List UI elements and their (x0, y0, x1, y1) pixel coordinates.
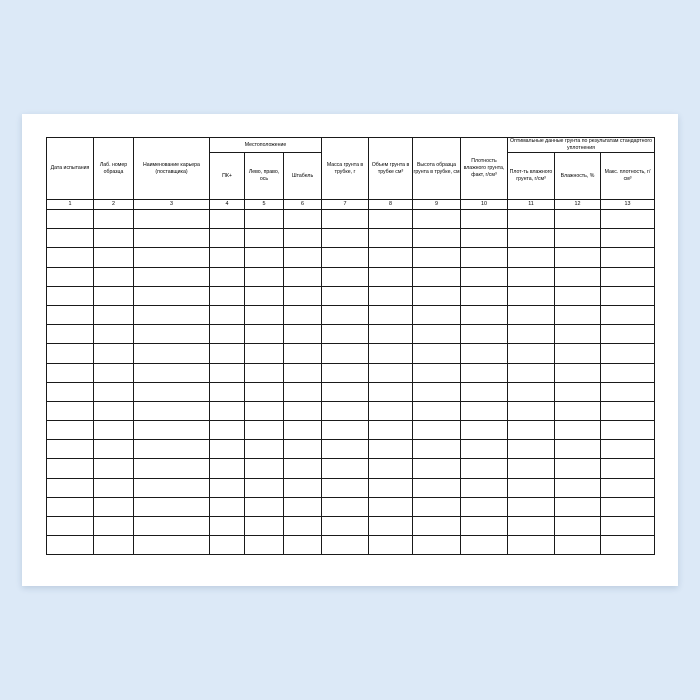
table-cell[interactable] (601, 229, 655, 248)
table-cell[interactable] (322, 421, 369, 440)
table-row (47, 325, 655, 344)
table-cell[interactable] (601, 325, 655, 344)
table-cell[interactable] (461, 229, 508, 248)
table-cell[interactable] (245, 421, 284, 440)
table-cell[interactable] (508, 363, 555, 382)
table-cell[interactable] (284, 305, 322, 324)
table-cell[interactable] (94, 440, 134, 459)
col-num-8: 8 (369, 200, 413, 210)
table-cell[interactable] (284, 497, 322, 516)
table-cell[interactable] (508, 401, 555, 420)
table-cell[interactable] (245, 401, 284, 420)
table-body (47, 210, 655, 555)
table-cell[interactable] (508, 536, 555, 555)
table-cell[interactable] (369, 536, 413, 555)
col-num-1: 1 (47, 200, 94, 210)
table-cell[interactable] (555, 267, 601, 286)
table-cell[interactable] (47, 459, 94, 478)
table-cell[interactable] (134, 286, 210, 305)
table-cell[interactable] (369, 286, 413, 305)
table-cell[interactable] (413, 401, 461, 420)
table-cell[interactable] (94, 325, 134, 344)
table-cell[interactable] (601, 344, 655, 363)
table-cell[interactable] (369, 344, 413, 363)
table-cell[interactable] (508, 248, 555, 267)
table-cell[interactable] (322, 517, 369, 536)
col-num-5: 5 (245, 200, 284, 210)
table-cell[interactable] (555, 382, 601, 401)
table-cell[interactable] (555, 517, 601, 536)
table-cell[interactable] (413, 459, 461, 478)
table-cell[interactable] (461, 497, 508, 516)
table-cell[interactable] (134, 305, 210, 324)
table-cell[interactable] (47, 478, 94, 497)
table-cell[interactable] (94, 248, 134, 267)
table-cell[interactable] (284, 478, 322, 497)
table-cell[interactable] (413, 325, 461, 344)
table-cell[interactable] (555, 497, 601, 516)
table-cell[interactable] (413, 229, 461, 248)
table-cell[interactable] (555, 536, 601, 555)
table-cell[interactable] (47, 421, 94, 440)
table-cell[interactable] (284, 536, 322, 555)
header-col-7: Масса грунта в трубке, г (322, 138, 369, 200)
table-cell[interactable] (284, 517, 322, 536)
table-cell[interactable] (508, 325, 555, 344)
col-num-6: 6 (284, 200, 322, 210)
table-cell[interactable] (210, 401, 245, 420)
table-cell[interactable] (245, 344, 284, 363)
table-cell[interactable] (284, 248, 322, 267)
table-cell[interactable] (461, 305, 508, 324)
table-cell[interactable] (210, 305, 245, 324)
table-cell[interactable] (47, 210, 94, 229)
table-cell[interactable] (245, 286, 284, 305)
table-cell[interactable] (322, 248, 369, 267)
table-cell[interactable] (601, 210, 655, 229)
table-cell[interactable] (322, 497, 369, 516)
table-cell[interactable] (94, 536, 134, 555)
table-cell[interactable] (601, 517, 655, 536)
table-cell[interactable] (369, 248, 413, 267)
table-cell[interactable] (134, 440, 210, 459)
table-cell[interactable] (461, 401, 508, 420)
table-cell[interactable] (413, 517, 461, 536)
table-cell[interactable] (413, 305, 461, 324)
col-num-7: 7 (322, 200, 369, 210)
table-cell[interactable] (461, 267, 508, 286)
table-cell[interactable] (508, 286, 555, 305)
table-cell[interactable] (245, 248, 284, 267)
table-cell[interactable] (134, 478, 210, 497)
table-cell[interactable] (461, 478, 508, 497)
table-cell[interactable] (322, 536, 369, 555)
table-cell[interactable] (413, 536, 461, 555)
header-col-4: ПК+ (210, 153, 245, 200)
table-cell[interactable] (461, 459, 508, 478)
table-cell[interactable] (210, 478, 245, 497)
table-cell[interactable] (47, 286, 94, 305)
table-cell[interactable] (369, 229, 413, 248)
table-cell[interactable] (508, 497, 555, 516)
table-cell[interactable] (369, 325, 413, 344)
table-cell[interactable] (461, 536, 508, 555)
table-cell[interactable] (134, 517, 210, 536)
table-cell[interactable] (508, 440, 555, 459)
table-cell[interactable] (508, 305, 555, 324)
table-cell[interactable] (134, 325, 210, 344)
table-cell[interactable] (322, 478, 369, 497)
table-cell[interactable] (245, 267, 284, 286)
table-cell[interactable] (47, 536, 94, 555)
table-cell[interactable] (508, 210, 555, 229)
table-cell[interactable] (413, 286, 461, 305)
table-row (47, 421, 655, 440)
table-cell[interactable] (413, 363, 461, 382)
table-cell[interactable] (601, 363, 655, 382)
table-cell[interactable] (210, 267, 245, 286)
table-cell[interactable] (94, 267, 134, 286)
table-cell[interactable] (555, 478, 601, 497)
table-cell[interactable] (134, 210, 210, 229)
table-cell[interactable] (284, 210, 322, 229)
table-cell[interactable] (134, 382, 210, 401)
table-cell[interactable] (461, 344, 508, 363)
table-cell[interactable] (94, 363, 134, 382)
table-cell[interactable] (134, 248, 210, 267)
table-cell[interactable] (461, 382, 508, 401)
table-cell[interactable] (369, 497, 413, 516)
table-row (47, 344, 655, 363)
table-cell[interactable] (555, 440, 601, 459)
table-cell[interactable] (369, 421, 413, 440)
table-row (47, 478, 655, 497)
table-cell[interactable] (210, 344, 245, 363)
table-row (47, 286, 655, 305)
header-col-11: Плот-ть влажного грунта, г/см³ (508, 153, 555, 200)
table-cell[interactable] (369, 440, 413, 459)
header-group-row (47, 138, 655, 153)
table-cell[interactable] (601, 401, 655, 420)
table-cell[interactable] (134, 229, 210, 248)
header-group-optimal: Оптимальные данные грунта по результатам стандартного уплотнения (508, 138, 655, 153)
table-cell[interactable] (47, 267, 94, 286)
header-col-8: Объем грунта в трубке см³ (369, 138, 413, 200)
table-cell[interactable] (555, 229, 601, 248)
table-cell[interactable] (369, 210, 413, 229)
table-cell[interactable] (508, 517, 555, 536)
table-cell[interactable] (601, 478, 655, 497)
table-cell[interactable] (284, 401, 322, 420)
table-cell[interactable] (601, 497, 655, 516)
table-cell[interactable] (369, 267, 413, 286)
table-cell[interactable] (369, 517, 413, 536)
header-col-10: Плотность влажного грунта, факт, г/см³ (461, 138, 508, 200)
table-cell[interactable] (508, 267, 555, 286)
table-cell[interactable] (94, 286, 134, 305)
table-row (47, 305, 655, 324)
table-cell[interactable] (210, 440, 245, 459)
table-cell[interactable] (47, 344, 94, 363)
header-col-1: Дата испытания (47, 138, 94, 200)
table-cell[interactable] (461, 325, 508, 344)
table-cell[interactable] (47, 248, 94, 267)
col-num-4: 4 (210, 200, 245, 210)
table-row (47, 459, 655, 478)
table-cell[interactable] (601, 459, 655, 478)
table-row (47, 440, 655, 459)
table-cell[interactable] (322, 382, 369, 401)
table-cell[interactable] (322, 459, 369, 478)
table-cell[interactable] (508, 459, 555, 478)
table-cell[interactable] (555, 344, 601, 363)
table-cell[interactable] (369, 401, 413, 420)
table-cell[interactable] (461, 248, 508, 267)
table-cell[interactable] (245, 305, 284, 324)
table-cell[interactable] (322, 210, 369, 229)
table-cell[interactable] (601, 382, 655, 401)
table-cell[interactable] (47, 363, 94, 382)
table-cell[interactable] (94, 459, 134, 478)
table-cell[interactable] (94, 497, 134, 516)
table-cell[interactable] (245, 325, 284, 344)
table-row (47, 536, 655, 555)
table-cell[interactable] (413, 344, 461, 363)
table-cell[interactable] (210, 248, 245, 267)
header-group-location: Местоположение (210, 138, 322, 153)
table-cell[interactable] (245, 536, 284, 555)
table-cell[interactable] (461, 517, 508, 536)
table-cell[interactable] (134, 401, 210, 420)
header-col-13: Макс. плотность, г/см³ (601, 153, 655, 200)
table-cell[interactable] (245, 210, 284, 229)
table-cell[interactable] (94, 401, 134, 420)
table-cell[interactable] (284, 229, 322, 248)
table-cell[interactable] (555, 363, 601, 382)
table-cell[interactable] (601, 536, 655, 555)
table-cell[interactable] (210, 229, 245, 248)
table-cell[interactable] (284, 325, 322, 344)
table-cell[interactable] (284, 344, 322, 363)
table-cell[interactable] (601, 267, 655, 286)
table-cell[interactable] (94, 421, 134, 440)
table-cell[interactable] (47, 305, 94, 324)
table-cell[interactable] (413, 248, 461, 267)
table-cell[interactable] (555, 401, 601, 420)
col-num-13: 13 (601, 200, 655, 210)
table-cell[interactable] (322, 440, 369, 459)
table-cell[interactable] (47, 497, 94, 516)
table-row (47, 363, 655, 382)
table-row (47, 401, 655, 420)
table-row (47, 267, 655, 286)
table-cell[interactable] (284, 440, 322, 459)
table-cell[interactable] (47, 382, 94, 401)
table-cell[interactable] (601, 248, 655, 267)
table-cell[interactable] (369, 305, 413, 324)
header-col-2: Лаб. номер образца (94, 138, 134, 200)
table-cell[interactable] (94, 478, 134, 497)
table-cell[interactable] (601, 286, 655, 305)
header-col-5: Лево, право, ось (245, 153, 284, 200)
table-cell[interactable] (508, 382, 555, 401)
col-num-11: 11 (508, 200, 555, 210)
table-cell[interactable] (245, 382, 284, 401)
table-cell[interactable] (508, 229, 555, 248)
table-cell[interactable] (134, 363, 210, 382)
table-cell[interactable] (284, 421, 322, 440)
header-col-3: Наименование карьера (поставщика) (134, 138, 210, 200)
header-col-9: Высота образца грунта в трубке, см (413, 138, 461, 200)
table-cell[interactable] (413, 478, 461, 497)
table-cell[interactable] (134, 497, 210, 516)
table-cell[interactable] (322, 286, 369, 305)
table-cell[interactable] (245, 497, 284, 516)
col-num-2: 2 (94, 200, 134, 210)
table-cell[interactable] (322, 344, 369, 363)
table-cell[interactable] (210, 382, 245, 401)
table-cell[interactable] (413, 267, 461, 286)
table-cell[interactable] (47, 401, 94, 420)
table-cell[interactable] (322, 305, 369, 324)
table-cell[interactable] (134, 459, 210, 478)
table-cell[interactable] (94, 517, 134, 536)
table-cell[interactable] (369, 459, 413, 478)
table-cell[interactable] (461, 210, 508, 229)
table-cell[interactable] (555, 459, 601, 478)
table-cell[interactable] (134, 344, 210, 363)
table-cell[interactable] (210, 497, 245, 516)
table-cell[interactable] (413, 440, 461, 459)
table-cell[interactable] (284, 459, 322, 478)
table-row (47, 382, 655, 401)
col-num-10: 10 (461, 200, 508, 210)
table-row (47, 210, 655, 229)
table-cell[interactable] (134, 536, 210, 555)
header-col-12: Влажность, % (555, 153, 601, 200)
soil-test-table (46, 137, 655, 555)
table-cell[interactable] (210, 363, 245, 382)
table-cell[interactable] (369, 363, 413, 382)
table-cell[interactable] (210, 286, 245, 305)
table-cell[interactable] (245, 440, 284, 459)
col-num-12: 12 (555, 200, 601, 210)
table-cell[interactable] (47, 440, 94, 459)
table-cell[interactable] (555, 210, 601, 229)
table-row (47, 229, 655, 248)
table-cell[interactable] (413, 210, 461, 229)
table-cell[interactable] (322, 267, 369, 286)
table-cell[interactable] (555, 305, 601, 324)
table-cell[interactable] (461, 421, 508, 440)
table-cell[interactable] (210, 517, 245, 536)
table-cell[interactable] (245, 459, 284, 478)
table-cell[interactable] (601, 305, 655, 324)
header-col-6: Штабель (284, 153, 322, 200)
table-cell[interactable] (94, 382, 134, 401)
table-cell[interactable] (322, 363, 369, 382)
col-num-3: 3 (134, 200, 210, 210)
table-cell[interactable] (245, 517, 284, 536)
col-num-9: 9 (413, 200, 461, 210)
table-cell[interactable] (555, 248, 601, 267)
table-cell[interactable] (245, 363, 284, 382)
table-cell[interactable] (284, 267, 322, 286)
table-cell[interactable] (94, 210, 134, 229)
table-cell[interactable] (134, 267, 210, 286)
table-cell[interactable] (369, 382, 413, 401)
table-cell[interactable] (413, 421, 461, 440)
table-cell[interactable] (245, 229, 284, 248)
table-cell[interactable] (322, 229, 369, 248)
table-cell[interactable] (210, 325, 245, 344)
table-cell[interactable] (210, 421, 245, 440)
form-area (46, 137, 654, 563)
table-cell[interactable] (369, 478, 413, 497)
table-cell[interactable] (555, 325, 601, 344)
table-cell[interactable] (94, 344, 134, 363)
table-cell[interactable] (461, 363, 508, 382)
table-cell[interactable] (461, 286, 508, 305)
table-cell[interactable] (461, 440, 508, 459)
table-cell[interactable] (601, 421, 655, 440)
table-cell[interactable] (94, 305, 134, 324)
table-cell[interactable] (134, 421, 210, 440)
column-number-row (47, 200, 655, 210)
paper-sheet (22, 114, 678, 586)
table-cell[interactable] (413, 382, 461, 401)
table-cell[interactable] (47, 229, 94, 248)
table-cell[interactable] (322, 325, 369, 344)
table-cell[interactable] (413, 497, 461, 516)
table-row (47, 497, 655, 516)
table-cell[interactable] (94, 229, 134, 248)
table-cell[interactable] (322, 401, 369, 420)
table-cell[interactable] (555, 286, 601, 305)
table-row (47, 248, 655, 267)
table-cell[interactable] (210, 536, 245, 555)
table-cell[interactable] (210, 459, 245, 478)
table-cell[interactable] (555, 421, 601, 440)
table-cell[interactable] (284, 382, 322, 401)
table-cell[interactable] (508, 344, 555, 363)
table-cell[interactable] (47, 325, 94, 344)
table-cell[interactable] (245, 478, 284, 497)
table-cell[interactable] (601, 440, 655, 459)
table-cell[interactable] (508, 478, 555, 497)
table-cell[interactable] (47, 517, 94, 536)
table-cell[interactable] (284, 286, 322, 305)
table-cell[interactable] (284, 363, 322, 382)
table-cell[interactable] (508, 421, 555, 440)
table-row (47, 517, 655, 536)
table-cell[interactable] (210, 210, 245, 229)
